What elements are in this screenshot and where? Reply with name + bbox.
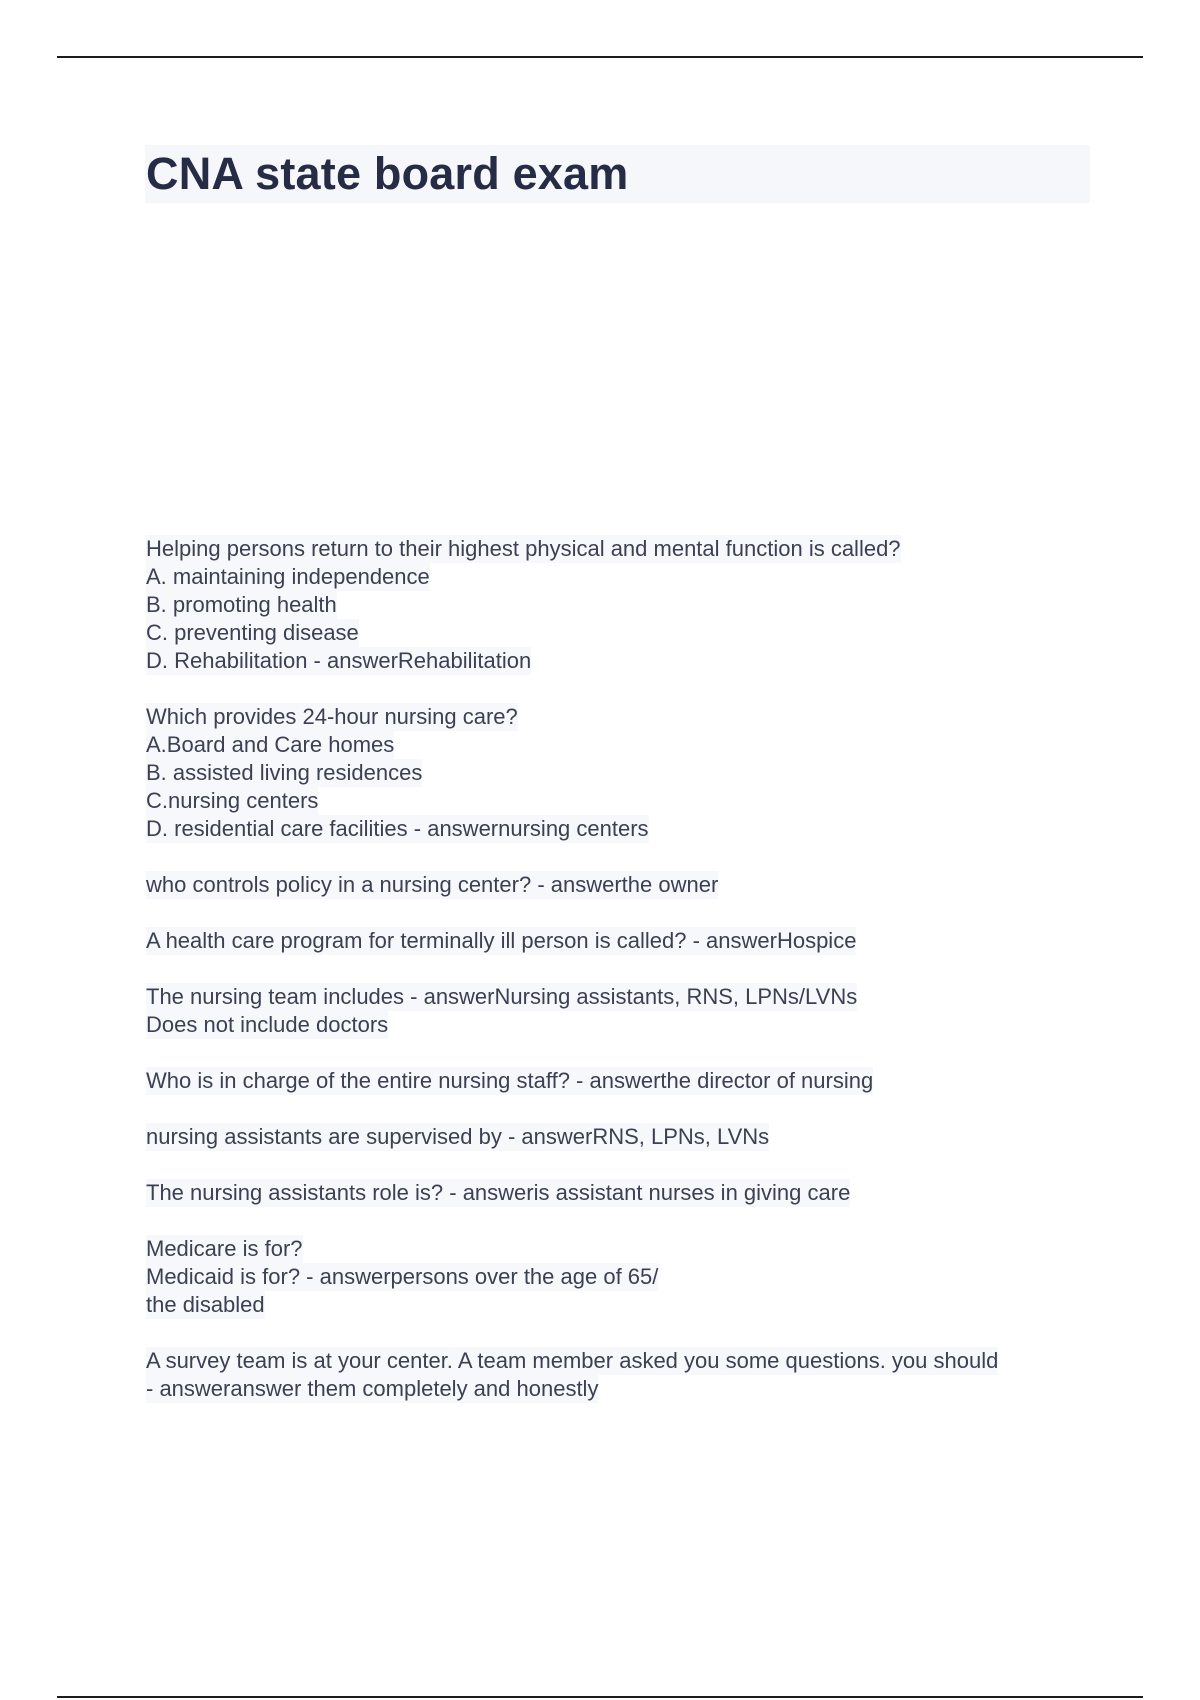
option-b: B. promoting health xyxy=(146,592,337,617)
qa-item-3 xyxy=(146,871,1096,899)
qa-item-5 xyxy=(146,983,1096,1039)
option-b: B. assisted living residences xyxy=(146,760,423,785)
option-d-with-answer: D. Rehabilitation - answerRehabilitation xyxy=(146,648,532,673)
option-a: A.Board and Care homes xyxy=(146,732,395,757)
qa-item-2 xyxy=(146,703,1096,843)
question-text: Helping persons return to their highest physical and mental function is called? xyxy=(146,536,901,561)
qa-item-8 xyxy=(146,1179,1096,1207)
option-c: C. preventing disease xyxy=(146,620,359,645)
qa-item-10 xyxy=(146,1347,1096,1403)
answer-continuation: the disabled xyxy=(146,1292,265,1317)
qa-item-7 xyxy=(146,1123,1096,1151)
question-answer-text: who controls policy in a nursing center? - answerthe owner xyxy=(146,872,719,897)
qa-list xyxy=(146,535,1096,1431)
qa-item-1 xyxy=(146,535,1096,675)
question-answer-text: The nursing assistants role is? - answeris assistant nurses in giving care xyxy=(146,1180,851,1205)
answer-text: - answeranswer them completely and honestly xyxy=(146,1376,599,1401)
option-c: C.nursing centers xyxy=(146,788,319,813)
page-title: CNA state board exam xyxy=(146,148,629,199)
answer-continuation: Does not include doctors xyxy=(146,1012,389,1037)
top-rule xyxy=(57,56,1143,58)
question-answer-text: A health care program for terminally ill person is called? - answerHospice xyxy=(146,928,857,953)
question-answer-text: Medicaid is for? - answerpersons over the age of 65/ xyxy=(146,1264,659,1289)
question-text: Medicare is for? xyxy=(146,1236,303,1261)
qa-item-9 xyxy=(146,1235,1096,1319)
question-answer-text: Who is in charge of the entire nursing staff? - answerthe director of nursing xyxy=(146,1068,874,1093)
question-answer-text: nursing assistants are supervised by - answerRNS, LPNs, LVNs xyxy=(146,1124,770,1149)
qa-item-6 xyxy=(146,1067,1096,1095)
question-text: Which provides 24-hour nursing care? xyxy=(146,704,518,729)
option-d-with-answer: D. residential care facilities - answernursing centers xyxy=(146,816,649,841)
bottom-rule xyxy=(57,1696,1143,1698)
question-text: A survey team is at your center. A team member asked you some questions. you should xyxy=(146,1348,999,1373)
question-answer-text: The nursing team includes - answerNursing assistants, RNS, LPNs/LVNs xyxy=(146,984,858,1009)
qa-item-4 xyxy=(146,927,1096,955)
option-a: A. maintaining independence xyxy=(146,564,430,589)
